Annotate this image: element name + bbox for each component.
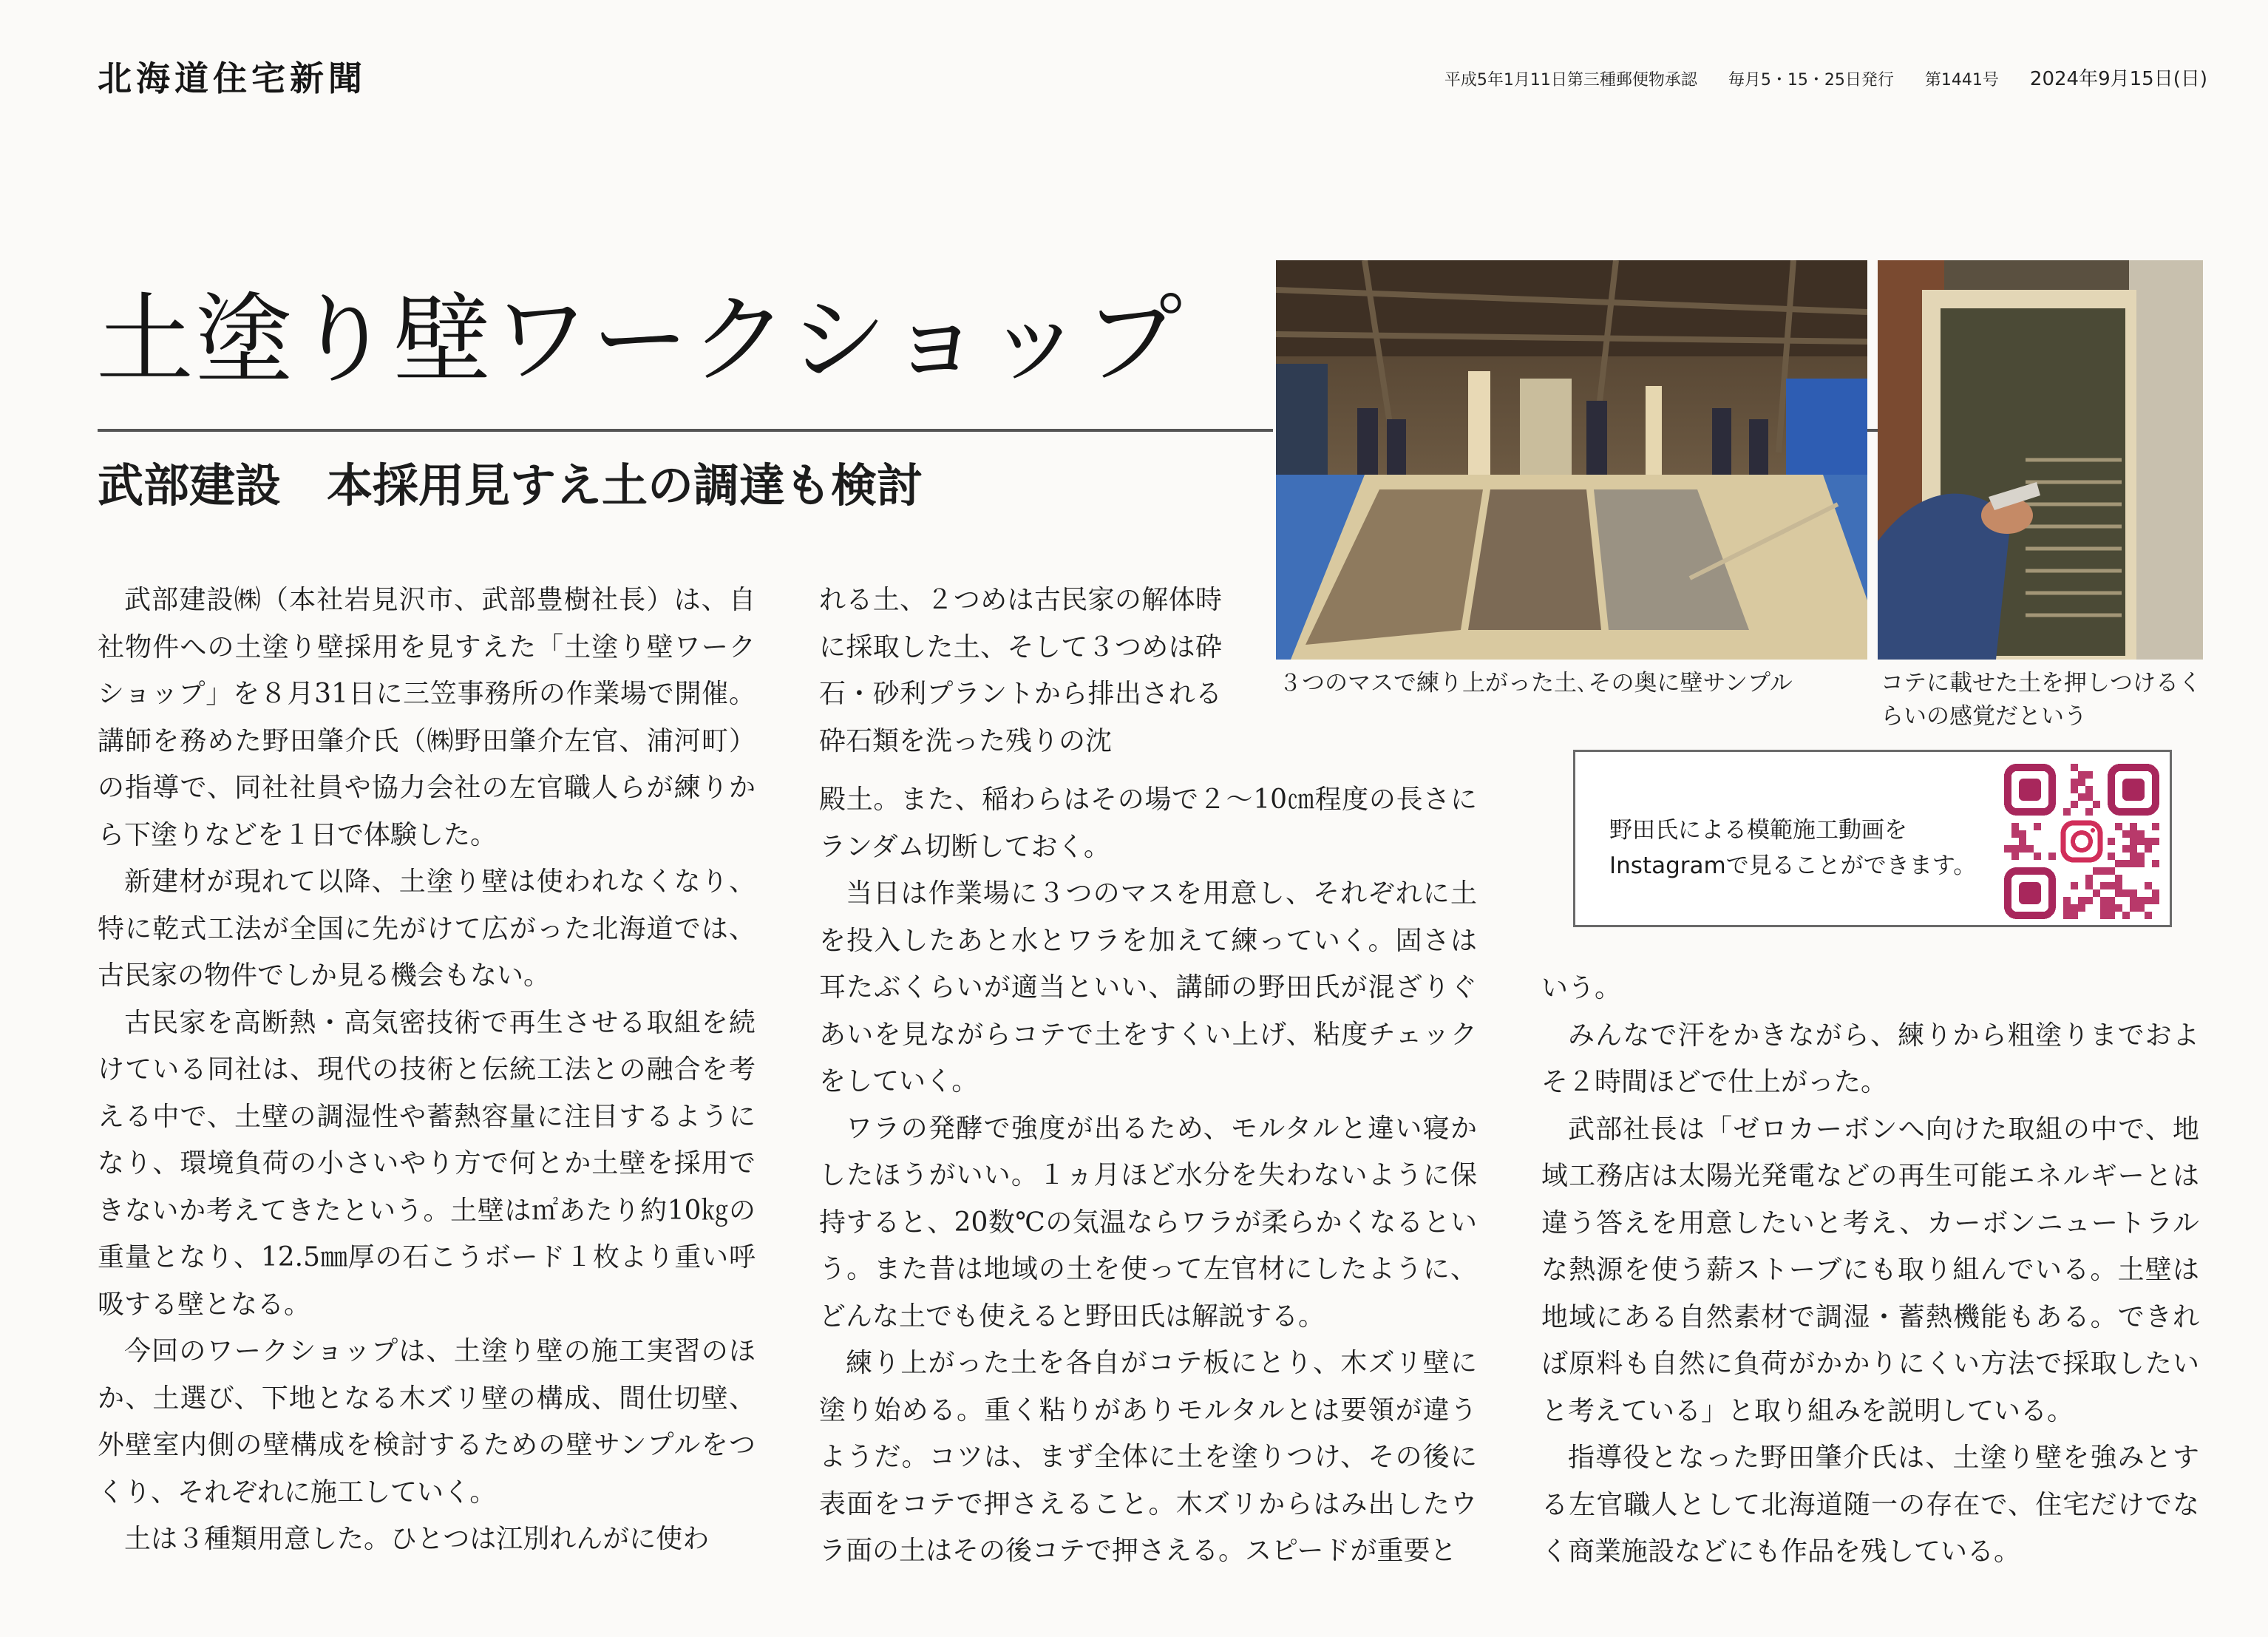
qr-module — [2122, 845, 2130, 853]
qr-module — [2108, 912, 2115, 919]
photo-mixing-boxes — [1276, 260, 1867, 660]
qr-module — [2108, 838, 2115, 845]
qr-module — [2071, 801, 2078, 808]
title-divider — [98, 429, 1273, 432]
qr-module — [2130, 845, 2137, 853]
qr-module — [2011, 845, 2019, 853]
publish-schedule: 毎月5・15・25日発行 — [1728, 71, 1894, 89]
article-column-1 — [98, 577, 756, 1597]
paragraph: いう。 — [1541, 973, 1622, 1003]
qr-module — [2071, 904, 2078, 912]
qr-module — [2063, 904, 2071, 912]
qr-module — [2071, 882, 2078, 889]
qr-module — [2100, 897, 2108, 904]
qr-module — [2085, 793, 2093, 801]
qr-module — [2130, 853, 2137, 860]
qr-code[interactable] — [2004, 764, 2159, 919]
qr-module — [2115, 904, 2122, 912]
qr-module — [2019, 830, 2026, 838]
photo-wall-plastering — [1878, 260, 2203, 660]
qr-module — [2130, 823, 2137, 830]
qr-module — [2115, 823, 2122, 830]
qr-module — [2115, 860, 2122, 867]
qr-module — [2122, 830, 2130, 838]
paragraph: 武部建設㈱（本社岩見沢市、武部豊樹社長）は、自社物件への土塗り壁採用を見すえた「土塗り壁ワークショップ」を８月31日に三笠事務所の作業場で開催。講師を務めた野田肇介氏（㈱野田肇介左官、浦河町）の指導で、同社社員や協力会社の左官職人らが練りから下塗りなどを１日で体験した。 — [98, 585, 756, 850]
paragraph: 古民家を高断熱・高気密技術で再生させる取組を続けている同社は、現代の技術と伝統工法との融合を考える中で、土壁の調湿性や蓄熱容量に注目するようになり、環境負荷の小さいやり方で何とか土壁を採用できないか考えてきたという。土壁は㎡あたり約10㎏の重量となり、12.5㎜厚の石こうボード１枚より重い呼吸する壁となる。 — [98, 1007, 756, 1320]
qr-module — [2115, 875, 2122, 882]
qr-module — [2130, 838, 2137, 845]
article-column-3 — [1541, 965, 2199, 1593]
qr-module — [2085, 771, 2093, 779]
qr-module — [2108, 867, 2115, 875]
qr-module — [2108, 897, 2115, 904]
qr-module — [2085, 875, 2093, 882]
qr-module — [2130, 860, 2137, 867]
qr-module — [2034, 823, 2041, 830]
instagram-notice-line1: 野田氏による模範施工動画を — [1609, 817, 1907, 844]
photo-caption-right: コテに載せた土を押しつけるくらいの感覚だという — [1881, 670, 2201, 730]
article-column-2-top — [819, 577, 1222, 776]
qr-module — [2063, 912, 2071, 919]
qr-module — [2152, 823, 2159, 830]
qr-module — [2130, 830, 2137, 838]
paragraph: みんなで汗をかきながら、練りから粗塗りまでおよそ２時間ほどで仕上がった。 — [1541, 1020, 2199, 1097]
qr-module — [2078, 897, 2085, 904]
qr-module — [2122, 912, 2130, 919]
qr-module — [2034, 853, 2041, 860]
qr-module — [2145, 838, 2152, 845]
qr-module — [2063, 897, 2071, 904]
qr-module — [2011, 830, 2019, 838]
paragraph: 殿土。また、稲わらはその場で２～10㎝程度の長さにランダム切断しておく。 — [819, 784, 1477, 862]
qr-module — [2108, 853, 2115, 860]
qr-module — [2152, 897, 2159, 904]
issue-number: 第1441号 — [1924, 71, 1999, 89]
paragraph: 指導役となった野田肇介氏は、土塗り壁を強みとする左官職人として北海道随一の存在で、住宅だけでなく商業施設などにも作品を残している。 — [1541, 1443, 2199, 1567]
qr-module — [2093, 889, 2100, 897]
qr-module — [2108, 882, 2115, 889]
paragraph: ワラの発酵で強度が出るため、モルタルと違い寝かしたほうがいい。１ヵ月ほど水分を失わないように保持すると、20数℃の気温ならワラが柔らかくなるという。また昔は地域の土を使って左官材にしたように、どんな土でも使えると野田氏は解説する。 — [819, 1113, 1477, 1332]
qr-module — [2085, 786, 2093, 793]
qr-module — [2130, 889, 2137, 897]
qr-module — [2100, 867, 2108, 875]
qr-module — [2063, 808, 2071, 816]
qr-module — [2071, 912, 2078, 919]
qr-module — [2078, 771, 2085, 779]
qr-module — [2145, 882, 2152, 889]
qr-module — [2145, 897, 2152, 904]
article-column-2 — [819, 776, 1477, 1590]
qr-module — [2004, 845, 2011, 853]
qr-module — [2085, 897, 2093, 904]
qr-module — [2137, 838, 2145, 845]
newspaper-name: 北海道住宅新聞 — [98, 58, 367, 98]
instagram-notice-line2: Instagramで見ることができます。 — [1609, 853, 1977, 879]
paragraph: 練り上がった土を各自がコテ板にとり、木ズリ壁に塗り始める。重く粘りがありモルタルとは要領が違うようだ。コツは、まず全体に土を塗りつけ、その後に表面をコテで押さえること。木ズリからはみ出したウラ面の土はその後コテで押さえる。スピードが重要と — [819, 1348, 1477, 1566]
postal-permit: 平成5年1月11日第三種郵便物承認 — [1444, 71, 1697, 89]
qr-module — [2011, 853, 2019, 860]
issue-date: 2024年9月15日(日) — [2029, 68, 2207, 90]
qr-module — [2152, 860, 2159, 867]
qr-module — [2137, 904, 2145, 912]
paragraph: 土は３種類用意した。ひとつは江別れんがに使わ — [124, 1524, 710, 1554]
qr-module — [2078, 904, 2085, 912]
qr-module — [2115, 882, 2122, 889]
qr-module — [2078, 793, 2085, 801]
qr-module — [2011, 823, 2019, 830]
qr-module — [2152, 889, 2159, 897]
qr-module — [2093, 801, 2100, 808]
qr-module — [2071, 779, 2078, 786]
qr-module — [2093, 867, 2100, 875]
qr-module — [2019, 838, 2026, 845]
paragraph: 今回のワークショップは、土塗り壁の施工実習のほか、土選び、下地となる木ズリ壁の構成、間仕切壁、外壁室内側の壁構成を検討するための壁サンプルをつくり、それぞれに施工していく。 — [98, 1336, 756, 1508]
instagram-notice-box — [1573, 750, 2172, 927]
qr-module — [2122, 860, 2130, 867]
qr-module — [2137, 853, 2145, 860]
photo-caption-left: ３つのマスで練り上がった土､その奥に壁サンプル — [1279, 670, 1793, 697]
qr-module — [2130, 904, 2137, 912]
qr-module — [2071, 786, 2078, 793]
qr-module — [2048, 853, 2056, 860]
issue-info — [1413, 64, 2207, 91]
qr-module — [2071, 764, 2078, 771]
qr-module — [2085, 808, 2093, 816]
qr-module — [2152, 838, 2159, 845]
article-subtitle: 武部建設 本採用見すえ土の調達も検討 — [98, 458, 923, 512]
qr-module — [2145, 912, 2152, 919]
paragraph: 新建材が現れて以降、土塗り壁は使われなくなり、特に乾式工法が全国に先がけて広がった北海道では、古民家の物件でしか見る機会もない。 — [98, 867, 756, 991]
qr-module — [2078, 779, 2085, 786]
qr-module — [2100, 904, 2108, 912]
qr-module — [2122, 889, 2130, 897]
qr-module — [2019, 845, 2026, 853]
qr-module — [2100, 912, 2108, 919]
paragraph: れる土、２つめは古民家の解体時に採取した土、そして３つめは砕石・砂利プラントから排出される砕石類を洗った残りの沈 — [819, 585, 1222, 756]
qr-module — [2137, 860, 2145, 867]
qr-module — [2100, 882, 2108, 889]
qr-module — [2145, 845, 2152, 853]
qr-module — [2085, 882, 2093, 889]
article-title: 土塗り壁ワークショップ — [96, 283, 1184, 397]
paragraph: 当日は作業場に３つのマスを用意し、それぞれに土を投入したあと水とワラを加えて練っていく。固さは耳たぶくらいが適当といい、講師の野田氏が混ざりぐあいを見ながらコテで土をすくい上げ、粘度チェックをしていく。 — [819, 878, 1477, 1097]
instagram-notice-text — [1609, 813, 1994, 884]
qr-module — [2026, 845, 2034, 853]
qr-module — [2137, 830, 2145, 838]
qr-module — [2130, 897, 2137, 904]
qr-module — [2115, 889, 2122, 897]
paragraph: 武部社長は「ゼロカーボンへ向けた取組の中で、地域工務店は太陽光発電などの再生可能エネルギーとは違う答えを用意したいと考え、カーボンニュートラルな熱源を使う薪ストーブにも取り組んでいる。土壁は地域にある自然素材で調湿・蓄熱機能もある。できれば原料も自然に負荷がかかりにくい方法で採取したいと考えている」と取り組みを説明している。 — [1541, 1114, 2199, 1426]
qr-module — [2137, 897, 2145, 904]
qr-module — [2108, 904, 2115, 912]
